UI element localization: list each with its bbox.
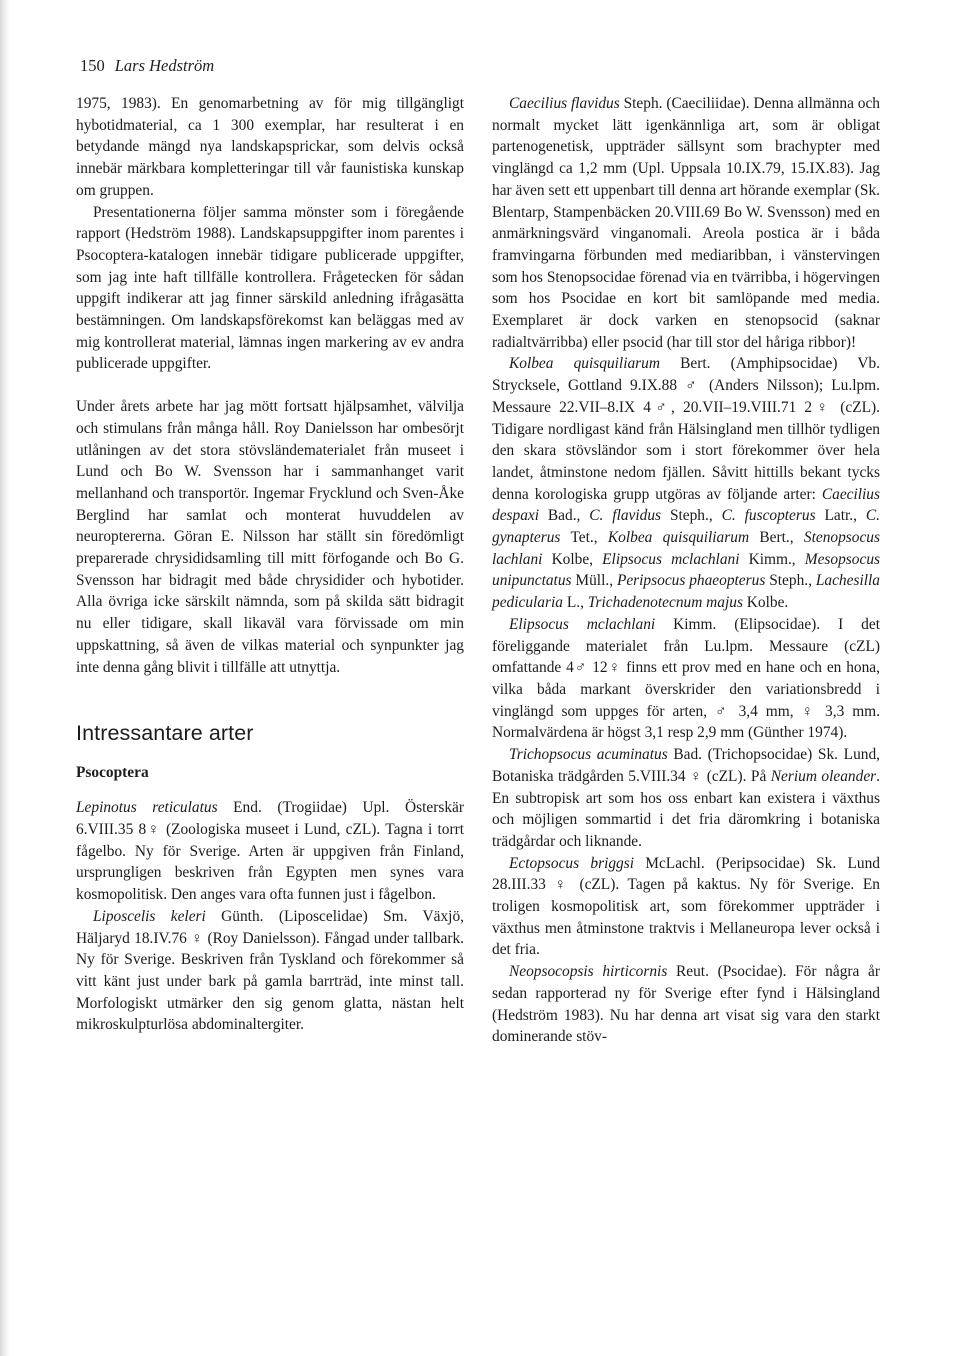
species-entry-liposcelis <box>76 906 464 1036</box>
species-list-author: Bert., <box>749 529 804 547</box>
species-text: Günth. (Liposcelidae) Sm. Växjö, Häljaryd 18.IV.76 ♀ (Roy Danielsson). Fångad under tallbark. Ny för Sverige. Beskriven från Tyskland och förekommer så vitt känt just under bark på gamla barrträd, inte minst tall. Morfologiskt utmärker den sig genom glatta, nästan helt mikroskulpturlösa abdominaltergiter. <box>76 907 464 1034</box>
species-list-name: Lachesilla pedicularia <box>492 572 880 612</box>
species-entry-caecilius <box>492 93 880 353</box>
species-list-author: L., <box>562 594 588 612</box>
species-entry-ectopsocus <box>492 853 880 962</box>
species-list-name: C. flavidus <box>589 507 662 525</box>
species-entry-lepinotus <box>76 797 464 906</box>
species-name: Ectopsocus briggsi <box>509 854 634 872</box>
species-list-author: Latr., <box>815 507 866 525</box>
species-list-author: Kimm., <box>739 550 805 568</box>
species-list-name: Elipsocus mclachlani <box>602 550 740 568</box>
running-head-author: Lars Hedström <box>114 56 215 75</box>
species-list-name: Stenopsocus lachlani <box>492 529 880 568</box>
species-list-author: Steph., <box>661 507 722 525</box>
species-text: . En subtropisk art som hos oss enbart kan existera i växthus och möjligen sommartid i det fria däromkring i botaniska trädgårdar och liknande. <box>492 767 880 850</box>
presentation-paragraph: Presentationerna följer samma mönster som i föregående rapport (Hedström 1988). Landskapsuppgifter inom parentes i Psocoptera-katalogen innebär tidigare publicerade uppgifter, som jag inte haft tillfälle kontrollera. Frågetecken för sådan uppgift indikerar att jag finner särskild anledning ifrågasätta bestämningen. Om landskapsförekomst kan beläggas med av mig kontrollerat material, lämnas ingen markering av ev andra publicerade uppgifter. <box>76 203 464 373</box>
species-list-author: Kolbe. <box>742 594 789 612</box>
species-list-name: Trichadenotecnum majus <box>587 594 743 612</box>
species-text: Kimm. (Elipsocidae). I det föreliggande materialet från Lu.lpm. Messaure (cZL) omfattande 4♂ 12♀ finns ett prov med en hane och en hona, vilka båda markant överskrider den variationsbredd i vinglängd som uppges för arten, ♂ 3,4 mm, ♀ 3,3 mm. Normalvärdena är högst 3,1 resp 2,9 mm (Günther 1974). <box>492 615 880 742</box>
subsection-heading: Psocoptera <box>76 764 149 782</box>
species-name: Elipsocus mclachlani <box>509 615 656 633</box>
species-entry-kolbea <box>492 353 880 613</box>
species-entry-trichopsocus <box>492 744 880 853</box>
species-text: End. (Trogiidae) Upl. Österskär 6.VIII.35 8♀ (Zoologiska museet i Lund, cZL). Tagna i torrt fågelbo. Ny för Sverige. Arten är uppgiven från Finland, ursprungligen beskriven från Egypten men synes vara kosmopolitisk. Den anges vara ofta funnen just i fågelbon. <box>76 799 464 904</box>
species-entry-elipsocus <box>492 614 880 744</box>
species-list-name: Peripsocus phaeopterus <box>616 572 766 590</box>
species-list-author: Tet., <box>560 529 608 547</box>
species-list-name: C. gynapterus <box>492 507 880 547</box>
species-name: Neopsocopsis hirticornis <box>509 963 668 981</box>
species-list-name: Caecilius despaxi <box>492 485 880 525</box>
species-text: Bad. (Trichopsocidae) Sk. Lund, Botaniska trädgården 5.VIII.34 ♀ (cZL). På <box>492 746 881 785</box>
left-column <box>76 93 464 1036</box>
plant-name: Nerium oleander <box>770 767 877 785</box>
running-head <box>80 56 214 76</box>
species-text: McLachl. (Peripsocidae) Sk. Lund 28.III.33 ♀ (cZL). Tagen på kaktus. Ny för Sverige. En troligen kosmopolitisk art, som förekommer uppträder i växthus men åtminstone traktvis i Mellaneuropa lever också i det fria. <box>492 854 880 959</box>
species-list-author: Kolbe, <box>542 550 603 568</box>
species-list-author: Müll., <box>571 572 617 590</box>
species-list-name: C. fuscopterus <box>721 507 816 525</box>
species-name: Trichopsocus acuminatus <box>509 746 668 764</box>
species-name: Caecilius flavidus <box>509 95 620 112</box>
scan-edge-shadow <box>0 0 10 1356</box>
intro-paragraph: 1975, 1983). En genomarbetning av för mig tillgängligt hybotidmaterial, ca 1 300 exemplar, har resulterat i en betydande mängd nya landskapsprickar, som delvis också innebär märkbara kompletteringar till vår faunistiska kunskap om gruppen. <box>76 95 464 199</box>
species-name: Kolbea quisquiliarum <box>509 355 660 373</box>
species-name: Liposcelis keleri <box>93 907 206 925</box>
right-column <box>492 93 880 1048</box>
species-text: Reut. (Psocidae). För några år sedan rapporterad ny för Sverige efter fynd i Hälsingland (Hedström 1983). Nu har denna art visat sig vara den starkt dominerande stöv- <box>492 963 880 1046</box>
species-entry-neopsocopsis <box>492 961 880 1048</box>
species-list-name: Kolbea quisquiliarum <box>607 529 750 547</box>
species-list-name: Mesopsocus unipunctatus <box>492 550 880 590</box>
species-list-author: Steph., <box>765 572 816 590</box>
species-name: Lepinotus reticulatus <box>76 799 218 817</box>
species-text: Bert. (Amphipsocidae) Vb. Strycksele, Gottland 9.IX.88 ♂ (Anders Nilsson); Lu.lpm. Messaure 22.VII–8.IX 4♂, 20.VII–19.VIII.71 2♀ (cZL). Tidigare nordligast känd från Hälsingland men tillhör tydligen den skara stövsländor som i stort förekommer över hela landet, åtminstone nedom fjällen. Såvitt hittills bekant tycks denna korologiska grupp utgöras av följande arter: <box>492 355 880 503</box>
acknowledgements-paragraph: Under årets arbete har jag mött fortsatt hjälpsamhet, välvilja och stimulans från många håll. Roy Danielsson har ombesörjt utlåningen av det stora stövsländematerialet från museet i Lund och Bo W. Svensson har i sammanhanget varit mellanhand och transportör. Ingemar Frycklund och Sven-Åke Berglind har samlat och monterat huvuddelen av neuroptererna. Göran E. Nilsson har ställt sin föredömligt preparerade chrysididsamling till mitt förfogande och Bo G. Svensson har bidragit med både chrysidider och hybotider. Alla övriga icke särskilt nämnda, som på skilda sätt bidragit nu eller tidigare, skall likaväl vara förvissade om min uppskattning, så även de vilkas material och synpunkter jag inte denna gång blivit i tillfälle att utnyttja. <box>76 398 464 676</box>
species-list-author: Bad., <box>539 507 590 525</box>
species-text: Steph. (Caeciliidae). Denna allmänna och normalt mycket lätt igenkännliga art, som är obligat partenogenetisk, uppträder sällsynt som brachypter med vinglängd ca 1,2 mm (Upl. Uppsala 10.IX.79, 15.IX.83). Jag har även sett ett uppenbart till denna art hörande exemplar (Sk. Blentarp, Stampenbäcken 20.VIII.69 Bo W. Svensson) med en anmärkningsvärd vinganomali. Areola postica är i båda framvingarna förbunden med mediaribban, i vänstervingen som hos Stenopsocidae förenad via en tvärribba, i högervingen som hos Psocidae en kort bit samlöpande med media. Exemplaret är dock varken en stenopsocid (saknar radialtvärribba) eller psocid (har till stor del håriga ribbor)! <box>492 95 881 351</box>
page-number: 150 <box>80 56 105 75</box>
section-heading: Intressantare arter <box>76 721 254 746</box>
